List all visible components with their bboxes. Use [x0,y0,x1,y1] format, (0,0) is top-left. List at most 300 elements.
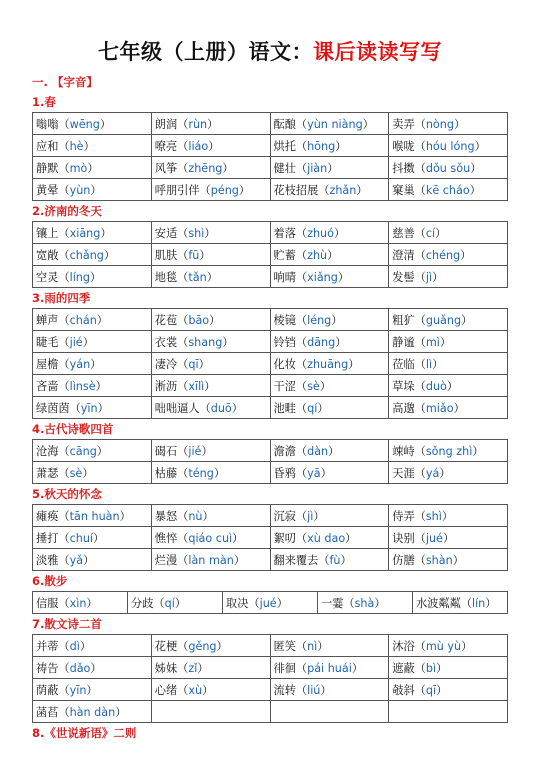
vocab-word: 慈善 [392,226,415,240]
pinyin: xiǎng [307,270,338,284]
vocab-cell: 镶上（xiāng） [33,222,152,244]
vocab-word: 朗润 [154,117,178,131]
vocab-cell [151,701,270,723]
pinyin: chǎng [69,248,104,262]
vocab-cell: 枯藤（téng） [151,462,270,484]
vocab-word: 荫蔽 [36,683,59,697]
pinyin: cí [425,226,436,240]
vocab-cell: 水波粼粼（lín） [413,592,508,614]
vocab-word: 安适 [154,226,178,240]
pinyin: dì [69,639,80,653]
pinyin: yīn [80,401,98,415]
vocab-cell: 翻来覆去（fù） [270,549,389,571]
table-row [33,635,508,657]
vocab-cell: 衣裳（shang） [151,331,270,353]
pinyin: zhù [307,248,328,262]
vocab-word: 咄咄逼人 [154,401,200,415]
pinyin: hōng [307,139,336,153]
pinyin: jié [69,335,83,349]
vocab-word: 发髻 [392,270,415,284]
vocab-cell: 流转（liú） [270,679,389,701]
vocab-cell: 卖弄（nòng） [389,113,508,135]
vocab-word: 菡萏 [36,705,59,719]
vocab-word: 烘托 [273,139,296,153]
pinyin: mì [425,335,440,349]
pinyin: kē cháo [425,183,470,197]
vocab-cell: 絮叨（xù dao） [270,527,389,549]
vocab-word: 黄晕 [36,183,59,197]
vocab-table [32,221,508,288]
table-row [33,353,508,375]
vocab-cell: 静谧（mì） [389,331,508,353]
pinyin: qí [307,401,318,415]
vocab-cell: 淡雅（yǎ） [33,549,152,571]
pinyin: hóu lóng [425,139,475,153]
vocab-word: 淡雅 [36,553,59,567]
vocab-word: 莅临 [392,357,415,371]
vocab-cell: 遮蔽（bì） [389,657,508,679]
vocab-cell: 捶打（chuí） [33,527,152,549]
pinyin: pái huái [307,661,352,675]
vocab-cell: 沉寂（jì） [270,505,389,527]
lesson-title: 4.古代诗歌四首 [32,422,114,436]
lesson-title: 8.《世说新语》二则 [32,726,137,740]
vocab-word: 嗡嗡 [36,117,59,131]
vocab-cell: 花苞（bāo） [151,309,270,331]
table-row [33,331,508,353]
pinyin: xīlì [188,379,205,393]
vocab-word: 憔悴 [154,531,178,545]
table-row [33,135,508,157]
page-title [32,38,508,66]
vocab-word: 屋檐 [36,357,59,371]
vocab-cell: 烘托（hōng） [270,135,389,157]
table-row [33,266,508,288]
pinyin: yā [307,466,321,480]
table-row [33,527,508,549]
vocab-word: 姊妹 [154,661,178,675]
vocab-word: 取决 [226,596,249,610]
vocab-word: 酝酿 [273,117,296,131]
pinyin: nì [307,639,318,653]
vocab-cell: 绿茵茵（yīn） [33,397,152,419]
pinyin: zhǎn [329,183,357,197]
vocab-word: 暴怒 [154,509,178,523]
vocab-word: 沐浴 [392,639,415,653]
vocab-word: 草垛 [392,379,415,393]
pinyin: léng [307,313,332,327]
vocab-cell: 天涯（yá） [389,462,508,484]
vocab-cell: 荫蔽（yīn） [33,679,152,701]
vocab-table [32,504,508,571]
pinyin: gěng [188,639,217,653]
pinyin: liáo [188,139,209,153]
table-row [33,397,508,419]
vocab-table [32,308,508,419]
vocab-cell: 空灵（líng） [33,266,152,288]
vocab-word: 花梗 [154,639,178,653]
vocab-cell: 分歧（qí） [128,592,223,614]
vocab-word: 抖擞 [392,161,415,175]
vocab-word: 着落 [273,226,296,240]
vocab-cell: 一霎（shà） [318,592,413,614]
vocab-word: 匿笑 [273,639,296,653]
vocab-word: 花枝招展 [273,183,319,197]
vocab-word: 化妆 [273,357,296,371]
table-row [33,592,508,614]
vocab-cell: 萧瑟（sè） [33,462,152,484]
vocab-word: 徘徊 [273,661,296,675]
vocab-word: 棱镜 [273,313,296,327]
vocab-cell: 徘徊（pái huái） [270,657,389,679]
pinyin: péng [210,183,239,197]
pinyin: fū [188,248,200,262]
pinyin: dāng [307,335,336,349]
pinyin: wēng [69,117,100,131]
vocab-cell: 棱镜（léng） [270,309,389,331]
vocab-word: 风筝 [154,161,178,175]
vocab-word: 信服 [36,596,59,610]
pinyin: shang [188,335,223,349]
pinyin: lìnsè [69,379,96,393]
table-row [33,657,508,679]
vocab-cell: 攲斜（qī） [389,679,508,701]
vocab-cell: 宽敞（chǎng） [33,244,152,266]
pinyin: làn màn [188,553,234,567]
pinyin: bāo [188,313,210,327]
vocab-cell: 菡萏（hàn dàn） [33,701,152,723]
pinyin: nù [188,509,203,523]
pinyin: dǎo [69,661,91,675]
vocab-cell: 祷告（dǎo） [33,657,152,679]
pinyin: xìn [69,596,87,610]
title-main: 七年级（上册）语文： [98,39,313,64]
vocab-cell: 草垛（duò） [389,375,508,397]
pinyin: lì [425,357,433,371]
vocab-word: 池畦 [273,401,296,415]
pinyin: xù dao [307,531,346,545]
vocab-word: 铃铛 [273,335,296,349]
vocab-cell: 屋檐（yán） [33,353,152,375]
vocab-cell: 匿笑（nì） [270,635,389,657]
vocab-word: 绿茵茵 [36,401,70,415]
vocab-cell: 高邈（miǎo） [389,397,508,419]
vocab-cell: 沐浴（mù yù） [389,635,508,657]
vocab-word: 攲斜 [392,683,415,697]
vocab-word: 瘫痪 [36,509,59,523]
vocab-word: 侍弄 [392,509,415,523]
vocab-word: 静谧 [392,335,415,349]
vocab-word: 贮蓄 [273,248,296,262]
pinyin: chán [69,313,97,327]
lesson-title: 7.散文诗二首 [32,617,102,631]
pinyin: dǒu sǒu [425,161,471,175]
vocab-cell: 风筝（zhēng） [151,157,270,179]
vocab-word: 镶上 [36,226,59,240]
pinyin: fù [329,553,341,567]
lesson-list [32,94,508,741]
vocab-word: 心绪 [154,683,178,697]
vocab-table [32,591,508,614]
vocab-word: 蝉声 [36,313,59,327]
vocab-cell: 静默（mò） [33,157,152,179]
vocab-word: 天涯 [392,466,415,480]
vocab-table [32,634,508,723]
pinyin: shì [188,226,205,240]
vocab-cell: 吝啬（lìnsè） [33,375,152,397]
table-row [33,462,508,484]
vocab-word: 澄清 [392,248,415,262]
pinyin: líng [69,270,91,284]
pinyin: yùn niàng [307,117,363,131]
vocab-cell: 仿膳（shàn） [389,549,508,571]
vocab-word: 地毯 [154,270,178,284]
vocab-word: 凄冷 [154,357,178,371]
pinyin: mù yù [425,639,462,653]
vocab-cell: 肌肤（fū） [151,244,270,266]
vocab-word: 睫毛 [36,335,59,349]
vocab-cell: 莅临（lì） [389,353,508,375]
vocab-cell: 干涩（sè） [270,375,389,397]
vocab-word: 干涩 [273,379,296,393]
vocab-word: 沉寂 [273,509,296,523]
vocab-cell: 贮蓄（zhù） [270,244,389,266]
pinyin: chéng [425,248,461,262]
vocab-word: 静默 [36,161,59,175]
vocab-word: 淅沥 [154,379,178,393]
vocab-cell [270,701,389,723]
vocab-word: 肌肤 [154,248,178,262]
vocab-cell: 着落（zhuó） [270,222,389,244]
vocab-cell: 化妆（zhuāng） [270,353,389,375]
vocab-word: 一霎 [321,596,344,610]
vocab-cell: 侍弄（shì） [389,505,508,527]
vocab-cell: 酝酿（yùn niàng） [270,113,389,135]
pinyin: qī [425,683,437,697]
vocab-cell: 粗犷（guǎng） [389,309,508,331]
title-highlight: 课后读读写写 [313,39,442,64]
vocab-word: 卖弄 [392,117,415,131]
vocab-cell: 信服（xìn） [33,592,128,614]
vocab-cell: 朗润（rùn） [151,113,270,135]
vocab-word: 萧瑟 [36,466,59,480]
lesson-title: 6.散步 [32,574,68,588]
vocab-word: 翻来覆去 [273,553,319,567]
pinyin: dàn [307,444,329,458]
table-row [33,701,508,723]
vocab-cell: 应和（hè） [33,135,152,157]
pinyin: liú [307,683,321,697]
vocab-word: 烂漫 [154,553,178,567]
pinyin: jiàn [307,161,328,175]
vocab-cell: 花梗（gěng） [151,635,270,657]
vocab-cell: 发髻（jì） [389,266,508,288]
table-row [33,157,508,179]
vocab-cell: 健壮（jiàn） [270,157,389,179]
vocab-cell: 淅沥（xīlì） [151,375,270,397]
pinyin: jié [188,444,202,458]
vocab-cell: 憔悴（qiáo cuì） [151,527,270,549]
vocab-cell: 碣石（jié） [151,440,270,462]
pinyin: miǎo [425,401,454,415]
vocab-cell: 蝉声（chán） [33,309,152,331]
lesson-title: 5.秋天的怀念 [32,487,102,501]
vocab-word: 捶打 [36,531,59,545]
table-row [33,222,508,244]
pinyin: tān huàn [69,509,120,523]
pinyin: zǐ [188,661,198,675]
pinyin: shà [354,596,375,610]
vocab-cell: 凄冷（qī） [151,353,270,375]
pinyin: yǎ [69,553,84,567]
pinyin: rùn [188,117,208,131]
pinyin: nòng [425,117,454,131]
vocab-word: 遮蔽 [392,661,415,675]
pinyin: duò [425,379,447,393]
pinyin: hè [69,139,84,153]
vocab-word: 呼朋引伴 [154,183,200,197]
vocab-word: 水波粼粼 [416,596,461,610]
vocab-cell: 慈善（cí） [389,222,508,244]
pinyin: zhēng [188,161,223,175]
vocab-cell: 烂漫（làn màn） [151,549,270,571]
table-row [33,113,508,135]
pinyin: zhuó [307,226,334,240]
pinyin: duō [210,401,232,415]
vocab-cell: 睫毛（jié） [33,331,152,353]
pinyin: mò [69,161,88,175]
pinyin: guǎng [425,313,462,327]
pinyin: shàn [425,553,453,567]
vocab-word: 并蒂 [36,639,59,653]
vocab-cell: 呼朋引伴（péng） [151,179,270,201]
lesson-title: 3.雨的四季 [32,291,91,305]
vocab-cell: 喉咙（hóu lóng） [389,135,508,157]
vocab-word: 空灵 [36,270,59,284]
vocab-word: 枯藤 [154,466,178,480]
section-heading: 一. 【字音】 [32,75,98,89]
table-row [33,440,508,462]
pinyin: tǎn [188,270,207,284]
vocab-cell: 竦峙（sǒng zhì） [389,440,508,462]
vocab-cell: 瘫痪（tān huàn） [33,505,152,527]
pinyin: xiāng [69,226,101,240]
vocab-word: 高邈 [392,401,415,415]
vocab-cell: 暴怒（nù） [151,505,270,527]
vocab-word: 流转 [273,683,296,697]
vocab-word: 响晴 [273,270,296,284]
vocab-word: 粗犷 [392,313,415,327]
vocab-word: 澹澹 [273,444,296,458]
vocab-word: 窠巢 [392,183,415,197]
pinyin: sǒng zhì [425,444,473,458]
vocab-cell: 诀别（jué） [389,527,508,549]
vocab-cell: 花枝招展（zhǎn） [270,179,389,201]
pinyin: yīn [69,683,87,697]
pinyin: jué [425,531,443,545]
lesson-title: 1.春 [32,95,56,109]
pinyin: cāng [69,444,97,458]
pinyin: téng [188,466,214,480]
vocab-word: 嘹亮 [154,139,178,153]
pinyin: yá [425,466,440,480]
pinyin: jì [307,509,314,523]
vocab-cell [389,701,508,723]
vocab-word: 絮叨 [273,531,296,545]
vocab-cell: 响晴（xiǎng） [270,266,389,288]
vocab-cell: 昏鸦（yā） [270,462,389,484]
vocab-cell: 窠巢（kē cháo） [389,179,508,201]
pinyin: qí [164,596,175,610]
vocab-word: 应和 [36,139,59,153]
table-row [33,505,508,527]
vocab-word: 仿膳 [392,553,415,567]
table-row [33,179,508,201]
vocab-cell: 嗡嗡（wēng） [33,113,152,135]
pinyin: sè [69,466,83,480]
vocab-cell: 铃铛（dāng） [270,331,389,353]
pinyin: chuí [69,531,94,545]
pinyin: shì [425,509,442,523]
pinyin: qiáo cuì [188,531,233,545]
pinyin: xù [188,683,203,697]
vocab-cell: 心绪（xù） [151,679,270,701]
table-row [33,375,508,397]
vocab-word: 衣裳 [154,335,178,349]
pinyin: hàn dàn [69,705,116,719]
table-row [33,244,508,266]
pinyin: yùn [69,183,91,197]
vocab-word: 宽敞 [36,248,59,262]
table-row [33,309,508,331]
table-row [33,679,508,701]
pinyin: lín [471,596,486,610]
pinyin: qī [188,357,199,371]
vocab-word: 沧海 [36,444,59,458]
vocab-word: 健壮 [273,161,296,175]
vocab-cell: 安适（shì） [151,222,270,244]
table-row [33,549,508,571]
pinyin: yán [69,357,91,371]
vocab-word: 分歧 [131,596,154,610]
vocab-word: 昏鸦 [273,466,296,480]
vocab-cell: 并蒂（dì） [33,635,152,657]
vocab-cell: 咄咄逼人（duō） [151,397,270,419]
vocab-cell: 沧海（cāng） [33,440,152,462]
pinyin: jì [425,270,433,284]
vocab-word: 碣石 [154,444,178,458]
vocab-cell: 池畦（qí） [270,397,389,419]
pinyin: jué [259,596,277,610]
vocab-word: 喉咙 [392,139,415,153]
vocab-cell: 嘹亮（liáo） [151,135,270,157]
pinyin: bì [425,661,437,675]
vocab-table [32,439,508,484]
vocab-cell: 姊妹（zǐ） [151,657,270,679]
vocab-cell: 抖擞（dǒu sǒu） [389,157,508,179]
vocab-cell: 黄晕（yùn） [33,179,152,201]
lesson-title: 2.济南的冬天 [32,204,102,218]
vocab-word: 竦峙 [392,444,415,458]
vocab-cell: 地毯（tǎn） [151,266,270,288]
vocab-cell: 澄清（chéng） [389,244,508,266]
vocab-cell: 澹澹（dàn） [270,440,389,462]
pinyin: sè [307,379,320,393]
vocab-table [32,112,508,201]
vocab-word: 祷告 [36,661,59,675]
pinyin: zhuāng [307,357,349,371]
vocab-word: 吝啬 [36,379,59,393]
